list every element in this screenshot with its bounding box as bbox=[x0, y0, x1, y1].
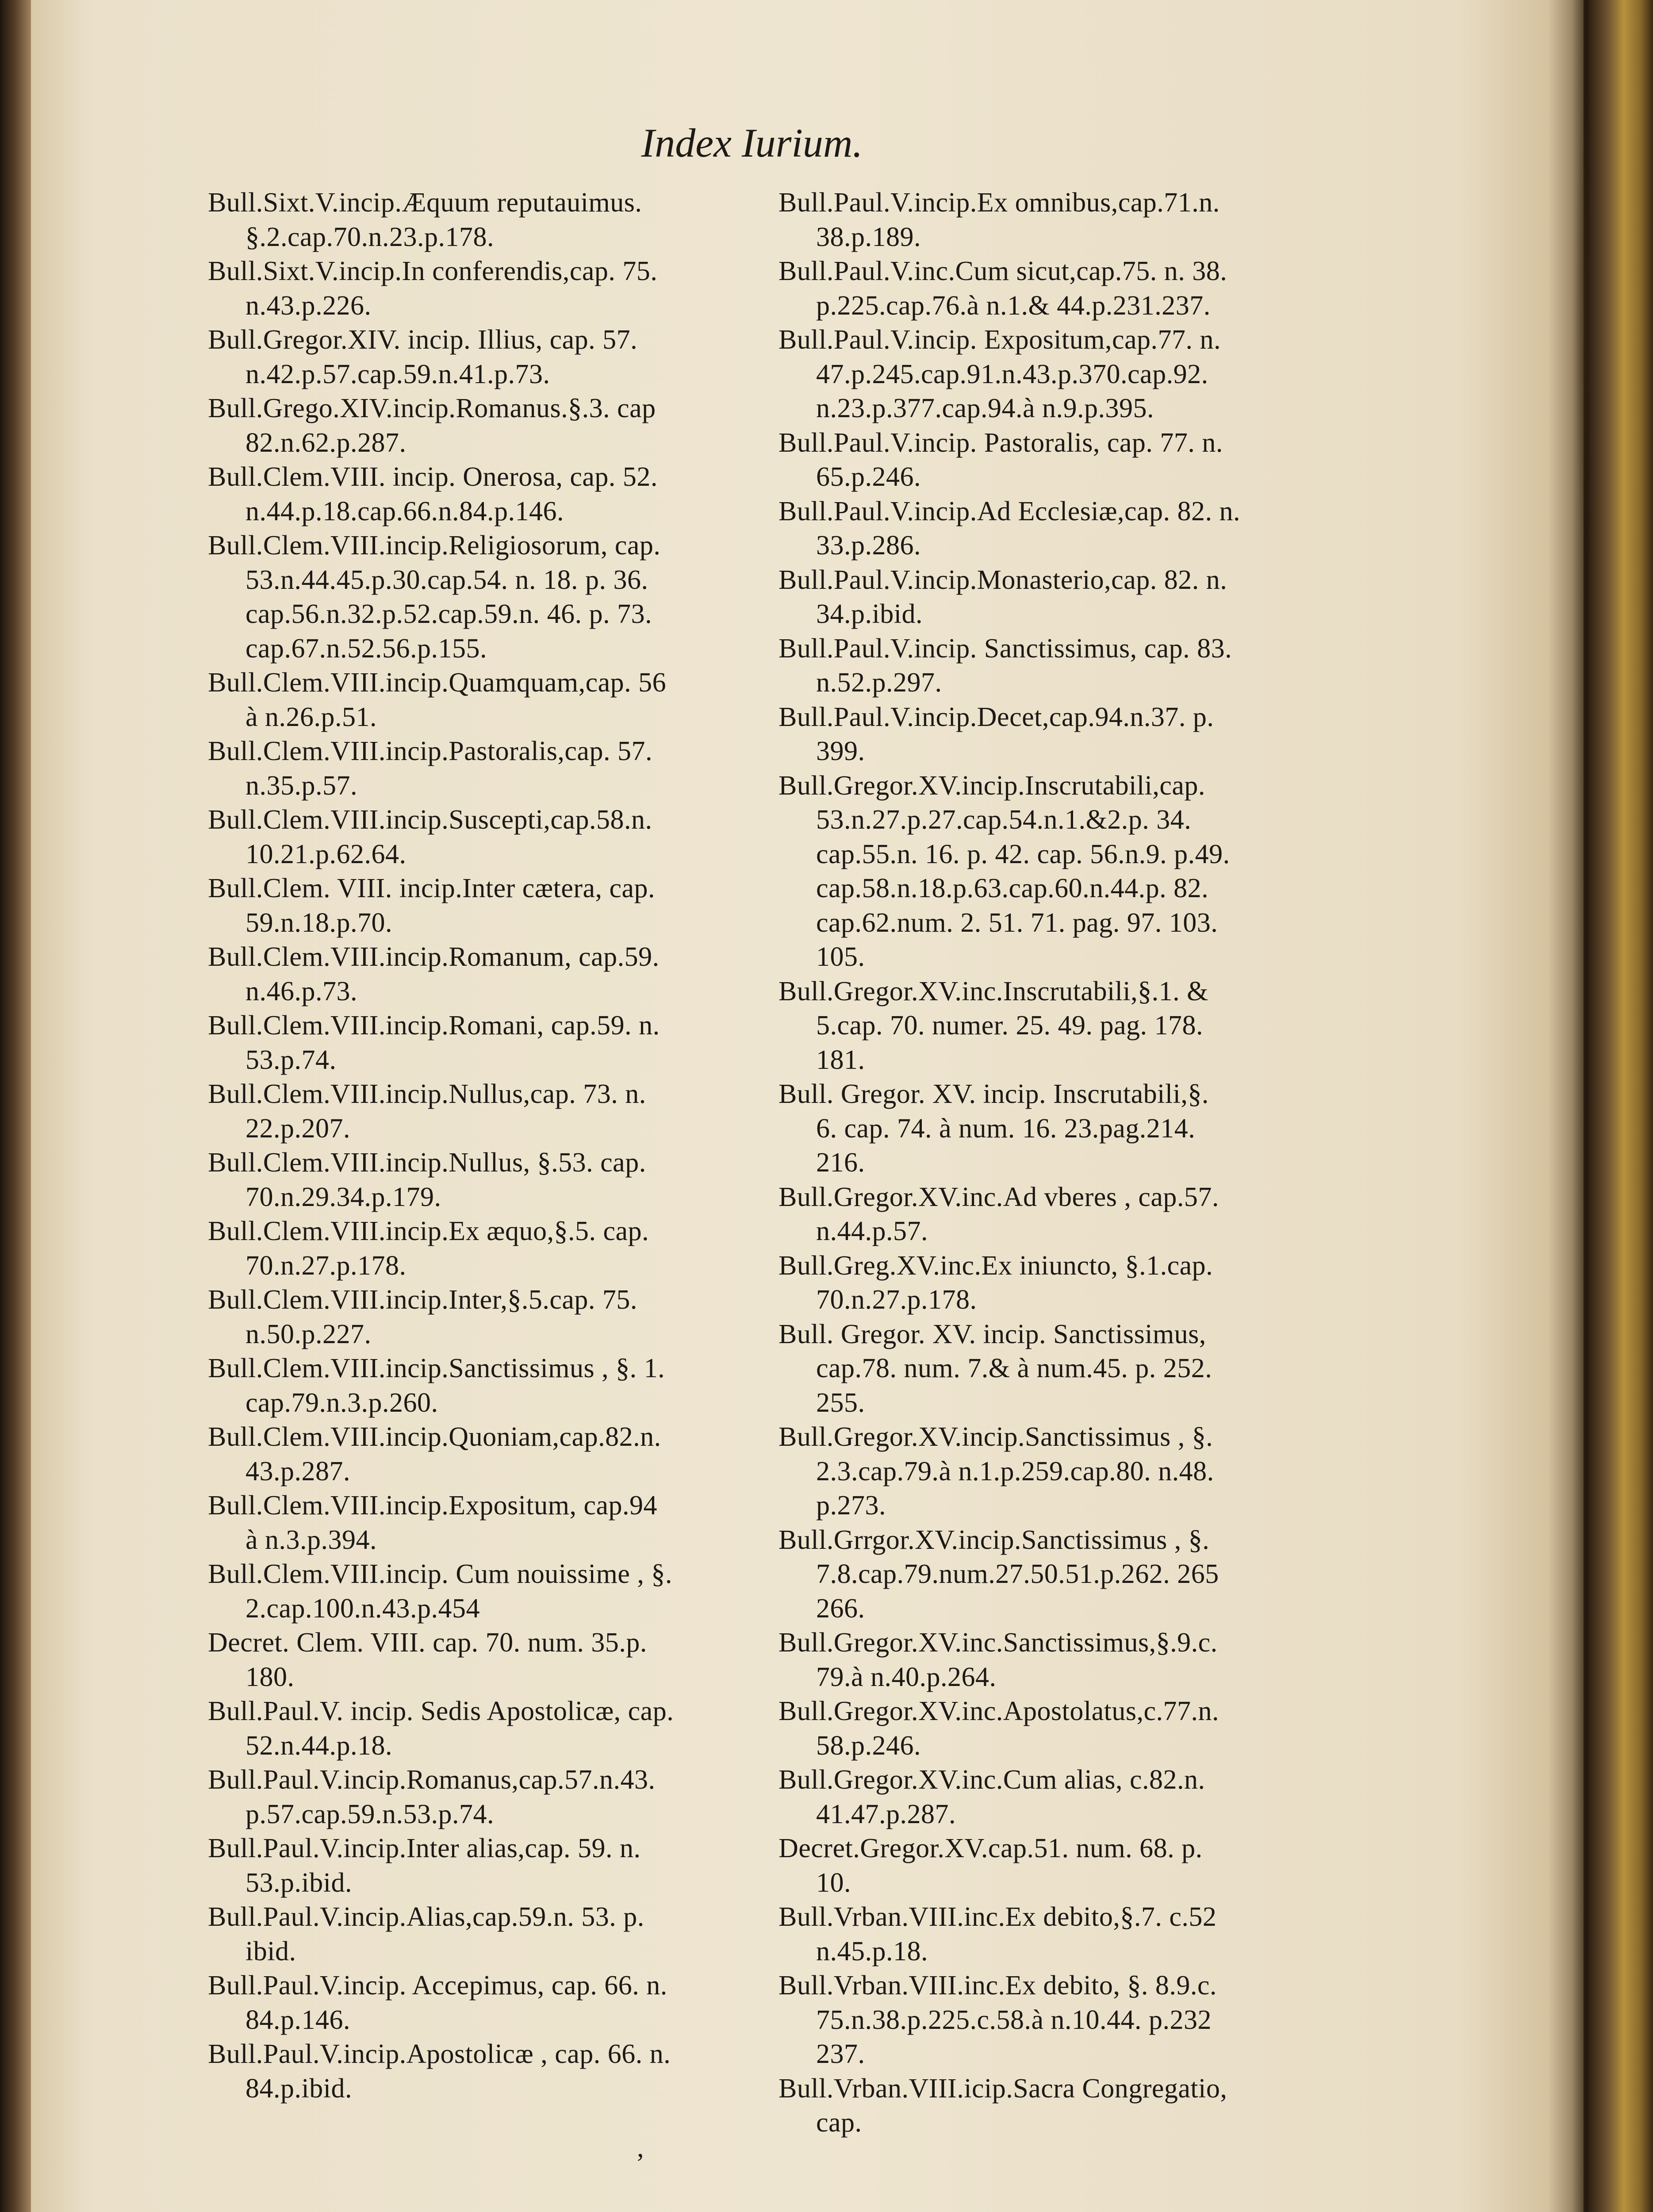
index-entry-reference: n.35.p.57. bbox=[245, 770, 357, 801]
index-entry-heading: Bull.Vrban.VIII.icip.Sacra Congregatio, bbox=[779, 2073, 1227, 2104]
index-entry-reference: 58.p.246. bbox=[816, 1730, 921, 1761]
index-entry-heading: Bull.Sixt.V.incip.Æquum reputauimus. bbox=[208, 188, 642, 218]
index-entry-reference: 7.8.cap.79.num.27.50.51.p.262. 265 bbox=[816, 1559, 1219, 1589]
index-entry bbox=[779, 186, 1287, 254]
index-entry-reference: 79.à n.40.p.264. bbox=[816, 1662, 997, 1692]
index-entry-heading: Bull.Clem.VIII.incip.Suscepti,cap.58.n. bbox=[208, 805, 652, 835]
index-entry-reference: cap.79.n.3.p.260. bbox=[245, 1387, 438, 1418]
index-entry-reference: p.225.cap.76.à n.1.& 44.p.231.237. bbox=[816, 290, 1211, 321]
index-entry-reference: cap.67.n.52.56.p.155. bbox=[245, 633, 487, 664]
index-entry-reference: n.44.p.18.cap.66.n.84.p.146. bbox=[245, 496, 564, 526]
index-entry-reference: cap.58.n.18.p.63.cap.60.n.44.p. 82. bbox=[816, 873, 1209, 903]
index-entry bbox=[779, 323, 1287, 426]
index-entry-reference: à n.3.p.394. bbox=[245, 1525, 377, 1555]
page-title: Index Iurium. bbox=[641, 120, 863, 165]
index-entry-heading: Bull.Gregor.XIV. incip. Illius, cap. 57. bbox=[208, 325, 638, 355]
index-entry bbox=[208, 2037, 783, 2106]
index-entry-heading: Bull.Clem.VIII.incip.Sanctissimus , §. 1. bbox=[208, 1353, 665, 1383]
index-entry bbox=[208, 734, 783, 803]
index-entry-reference: 180. bbox=[245, 1662, 295, 1692]
index-entry bbox=[208, 1420, 783, 1489]
index-entry-heading: Bull.Sixt.V.incip.In conferendis,cap. 75. bbox=[208, 256, 658, 286]
index-entry-heading: Bull.Clem.VIII.incip.Pastoralis,cap. 57. bbox=[208, 736, 652, 766]
index-entry-heading: Bull.Clem.VIII. incip. Onerosa, cap. 52. bbox=[208, 462, 658, 492]
index-entry bbox=[779, 1077, 1287, 1180]
index-entry-heading: Bull.Paul.V.incip. Pastoralis, cap. 77. n. bbox=[779, 427, 1223, 458]
index-entry-reference: 84.p.146. bbox=[245, 2005, 350, 2035]
next-page-edge bbox=[1588, 0, 1653, 2212]
index-entry bbox=[208, 1009, 783, 1077]
index-entry bbox=[208, 940, 783, 1009]
index-entry bbox=[208, 1763, 783, 1832]
index-entry-reference: 38.p.189. bbox=[816, 222, 921, 252]
index-entry-reference: 41.47.p.287. bbox=[816, 1799, 956, 1829]
index-entry-reference: 33.p.286. bbox=[816, 530, 921, 561]
index-entry-reference: 181. bbox=[816, 1045, 865, 1075]
index-entry-reference: 53.n.27.p.27.cap.54.n.1.&2.p. 34. bbox=[816, 805, 1192, 835]
index-entry-reference: n.23.p.377.cap.94.à n.9.p.395. bbox=[816, 393, 1154, 423]
index-entry-heading: Decret.Gregor.XV.cap.51. num. 68. p. bbox=[779, 1833, 1203, 1863]
index-entry-reference: n.45.p.18. bbox=[816, 1936, 928, 1966]
index-entry bbox=[779, 495, 1287, 563]
index-entry bbox=[208, 803, 783, 872]
index-entry-heading: Bull.Clem.VIII.incip. Cum nouissime , §. bbox=[208, 1559, 672, 1589]
index-entry-reference: 52.n.44.p.18. bbox=[245, 1730, 392, 1761]
index-entry bbox=[208, 1557, 783, 1626]
index-entry-reference: 6. cap. 74. à num. 16. 23.pag.214. bbox=[816, 1113, 1196, 1144]
index-entry-reference: 2.3.cap.79.à n.1.p.259.cap.80. n.48. bbox=[816, 1456, 1214, 1486]
index-entry-reference: 43.p.287. bbox=[245, 1456, 350, 1486]
index-entry bbox=[208, 1283, 783, 1352]
index-entry bbox=[779, 1763, 1287, 1832]
index-entry-heading: Bull.Vrban.VIII.inc.Ex debito,§.7. c.52 bbox=[779, 1902, 1217, 1932]
index-entry bbox=[779, 700, 1287, 769]
index-entry-heading: Bull.Paul.V.incip. Sanctissimus, cap. 83. bbox=[779, 633, 1232, 664]
index-entry-heading: Bull.Clem.VIII.incip.Nullus, §.53. cap. bbox=[208, 1148, 646, 1178]
index-entry bbox=[208, 1489, 783, 1557]
index-entry bbox=[779, 1317, 1287, 1421]
index-entry bbox=[208, 392, 783, 460]
index-entry-reference: 84.p.ibid. bbox=[245, 2073, 352, 2104]
index-entry bbox=[208, 529, 783, 666]
index-entry bbox=[779, 1694, 1287, 1763]
index-entry-reference: 47.p.245.cap.91.n.43.p.370.cap.92. bbox=[816, 359, 1208, 389]
index-entry-reference: n.43.p.226. bbox=[245, 290, 372, 321]
index-entry bbox=[208, 1832, 783, 1900]
index-entry bbox=[779, 1832, 1287, 1900]
index-entry-reference: 75.n.38.p.225.c.58.à n.10.44. p.232 bbox=[816, 2005, 1212, 2035]
index-entry bbox=[779, 426, 1287, 495]
index-entry-reference: 53.p.74. bbox=[245, 1045, 337, 1075]
index-entry-heading: Bull.Clem.VIII.incip.Religiosorum, cap. bbox=[208, 530, 661, 561]
index-entry-heading: Bull.Gregor.XV.incip.Sanctissimus , §. bbox=[779, 1422, 1213, 1452]
index-entry bbox=[779, 563, 1287, 632]
index-entry-reference: 70.n.27.p.178. bbox=[816, 1285, 977, 1315]
index-entry-reference: cap.55.n. 16. p. 42. cap. 56.n.9. p.49. bbox=[816, 839, 1230, 869]
index-entry bbox=[779, 1900, 1287, 1969]
index-entry bbox=[779, 975, 1287, 1078]
index-entry-heading: Bull.Clem.VIII.incip.Romani, cap.59. n. bbox=[208, 1010, 660, 1041]
index-entry bbox=[208, 1969, 783, 2037]
sheet-mark: , bbox=[637, 2133, 644, 2163]
index-entry-reference: cap.56.n.32.p.52.cap.59.n. 46. p. 73. bbox=[245, 599, 652, 629]
index-entry-heading: Bull.Paul.V.incip. Expositum,cap.77. n. bbox=[779, 325, 1221, 355]
index-entry bbox=[208, 460, 783, 529]
index-entry-heading: Bull.Clem.VIII.incip.Inter,§.5.cap. 75. bbox=[208, 1285, 637, 1315]
index-entry-heading: Bull.Paul.V.incip.Romanus,cap.57.n.43. bbox=[208, 1765, 656, 1795]
index-column-left bbox=[208, 186, 783, 2106]
index-entry-reference: 82.n.62.p.287. bbox=[245, 427, 407, 458]
index-entry-reference: n.52.p.297. bbox=[816, 668, 942, 698]
gutter-shadow bbox=[1548, 0, 1588, 2212]
index-entry bbox=[779, 2072, 1287, 2140]
index-entry-reference: p.273. bbox=[816, 1490, 886, 1521]
index-entry-reference: 22.p.207. bbox=[245, 1113, 350, 1144]
index-entry-reference: 105. bbox=[816, 942, 865, 972]
index-entry-heading: Bull.Clem.VIII.incip.Expositum, cap.94 bbox=[208, 1490, 658, 1521]
index-entry bbox=[208, 1352, 783, 1420]
index-entry-heading: Bull.Clem.VIII.incip.Romanum, cap.59. bbox=[208, 942, 660, 972]
index-entry-reference: 399. bbox=[816, 736, 865, 766]
index-entry-heading: Bull.Greg.XV.inc.Ex iniuncto, §.1.cap. bbox=[779, 1250, 1213, 1281]
index-entry-heading: Bull.Paul.V.incip.Inter alias,cap. 59. n. bbox=[208, 1833, 641, 1863]
index-entry-reference: 59.n.18.p.70. bbox=[245, 907, 392, 938]
index-entry bbox=[208, 666, 783, 734]
index-entry-heading: Bull.Clem.VIII.incip.Nullus,cap. 73. n. bbox=[208, 1079, 646, 1109]
index-entry-reference: 70.n.29.34.p.179. bbox=[245, 1182, 441, 1212]
index-entry-reference: 255. bbox=[816, 1387, 865, 1418]
index-entry-heading: Bull. Gregor. XV. incip. Sanctissimus, bbox=[779, 1319, 1206, 1349]
index-entry-heading: Bull.Clem. VIII. incip.Inter cætera, cap. bbox=[208, 873, 656, 903]
index-entry-heading: Bull.Gregor.XV.inc.Ad vberes , cap.57. bbox=[779, 1182, 1219, 1212]
index-entry bbox=[779, 1249, 1287, 1317]
index-entry-heading: Bull.Grego.XIV.incip.Romanus.§.3. cap bbox=[208, 393, 656, 423]
index-column-right bbox=[779, 186, 1287, 2140]
index-entry-heading: Bull.Gregor.XV.inc.Inscrutabili,§.1. & bbox=[779, 976, 1208, 1006]
index-entry-heading: Bull.Paul.V.incip. Accepimus, cap. 66. n. bbox=[208, 1970, 667, 2001]
index-entry-heading: Bull.Paul.V.incip.Alias,cap.59.n. 53. p. bbox=[208, 1902, 644, 1932]
index-entry bbox=[779, 1420, 1287, 1523]
index-entry-reference: n.46.p.73. bbox=[245, 976, 357, 1006]
index-entry-heading: Bull.Paul.V.incip.Ex omnibus,cap.71.n. bbox=[779, 188, 1220, 218]
index-entry-reference: §.2.cap.70.n.23.p.178. bbox=[245, 222, 495, 252]
index-entry-reference: cap. bbox=[816, 2108, 862, 2138]
index-entry-reference: 10.21.p.62.64. bbox=[245, 839, 407, 869]
index-entry-heading: Bull.Paul.V.incip.Decet,cap.94.n.37. p. bbox=[779, 702, 1214, 732]
index-entry-heading: Bull.Gregor.XV.inc.Sanctissimus,§.9.c. bbox=[779, 1628, 1218, 1658]
index-entry-heading: Bull.Gregor.XV.inc.Apostolatus,c.77.n. bbox=[779, 1696, 1220, 1726]
index-entry bbox=[779, 632, 1287, 700]
index-entry-heading: Bull.Gregor.XV.inc.Cum alias, c.82.n. bbox=[779, 1765, 1205, 1795]
index-entry-heading: Bull.Paul.V. incip. Sedis Apostolicæ, cap. bbox=[208, 1696, 674, 1726]
index-entry-reference: cap.62.num. 2. 51. 71. pag. 97. 103. bbox=[816, 907, 1218, 938]
index-entry bbox=[779, 1626, 1287, 1694]
index-entry bbox=[779, 1969, 1287, 2072]
index-entry-reference: p.57.cap.59.n.53.p.74. bbox=[245, 1799, 495, 1829]
index-entry-heading: Bull.Clem.VIII.incip.Ex æquo,§.5. cap. bbox=[208, 1216, 649, 1246]
index-entry bbox=[208, 1146, 783, 1214]
index-entry-heading: Bull.Paul.V.inc.Cum sicut,cap.75. n. 38. bbox=[779, 256, 1227, 286]
index-entry-heading: Bull.Clem.VIII.incip.Quamquam,cap. 56 bbox=[208, 668, 667, 698]
index-entry-heading: Bull.Vrban.VIII.inc.Ex debito, §. 8.9.c. bbox=[779, 1970, 1217, 2001]
index-entry-reference: 34.p.ibid. bbox=[816, 599, 923, 629]
index-entry bbox=[208, 254, 783, 323]
index-entry-heading: Bull.Clem.VIII.incip.Quoniam,cap.82.n. bbox=[208, 1422, 661, 1452]
index-entry bbox=[779, 1180, 1287, 1249]
index-entry bbox=[208, 323, 783, 392]
index-entry bbox=[208, 1626, 783, 1694]
index-entry bbox=[208, 1900, 783, 1969]
index-entry-reference: 70.n.27.p.178. bbox=[245, 1250, 407, 1281]
index-entry bbox=[779, 254, 1287, 323]
index-entry-reference: 65.p.246. bbox=[816, 462, 921, 492]
index-entry-reference: 237. bbox=[816, 2039, 865, 2069]
index-entry bbox=[208, 872, 783, 940]
index-entry bbox=[208, 1214, 783, 1283]
index-entry-reference: 10. bbox=[816, 1867, 851, 1898]
index-entry-heading: Bull.Grrgor.XV.incip.Sanctissimus , §. bbox=[779, 1525, 1210, 1555]
index-entry-reference: 53.n.44.45.p.30.cap.54. n. 18. p. 36. bbox=[245, 565, 648, 595]
index-entry-reference: ibid. bbox=[245, 1936, 296, 1966]
index-entry-heading: Bull.Paul.V.incip.Ad Ecclesiæ,cap. 82. n. bbox=[779, 496, 1240, 526]
index-entry-reference: 266. bbox=[816, 1593, 865, 1624]
index-entry-reference: à n.26.p.51. bbox=[245, 702, 377, 732]
index-entry-reference: 216. bbox=[816, 1148, 865, 1178]
index-entry-reference: n.50.p.227. bbox=[245, 1319, 372, 1349]
index-entry bbox=[779, 1523, 1287, 1626]
index-entry-heading: Decret. Clem. VIII. cap. 70. num. 35.p. bbox=[208, 1628, 647, 1658]
index-entry bbox=[208, 1694, 783, 1763]
index-entry-reference: n.44.p.57. bbox=[816, 1216, 928, 1246]
index-entry-heading: Bull. Gregor. XV. incip. Inscrutabili,§. bbox=[779, 1079, 1209, 1109]
index-entry-reference: 5.cap. 70. numer. 25. 49. pag. 178. bbox=[816, 1010, 1204, 1041]
index-entry-heading: Bull.Paul.V.incip.Apostolicæ , cap. 66. n. bbox=[208, 2039, 671, 2069]
index-entry-reference: 53.p.ibid. bbox=[245, 1867, 352, 1898]
index-entry bbox=[208, 186, 783, 254]
index-entry-heading: Bull.Paul.V.incip.Monasterio,cap. 82. n. bbox=[779, 565, 1227, 595]
index-entry-reference: n.42.p.57.cap.59.n.41.p.73. bbox=[245, 359, 550, 389]
index-entry-reference: 2.cap.100.n.43.p.454 bbox=[245, 1593, 480, 1624]
index-entry-reference: cap.78. num. 7.& à num.45. p. 252. bbox=[816, 1353, 1212, 1383]
index-entry bbox=[208, 1077, 783, 1146]
index-entry-heading: Bull.Gregor.XV.incip.Inscrutabili,cap. bbox=[779, 770, 1205, 801]
index-entry bbox=[779, 769, 1287, 975]
